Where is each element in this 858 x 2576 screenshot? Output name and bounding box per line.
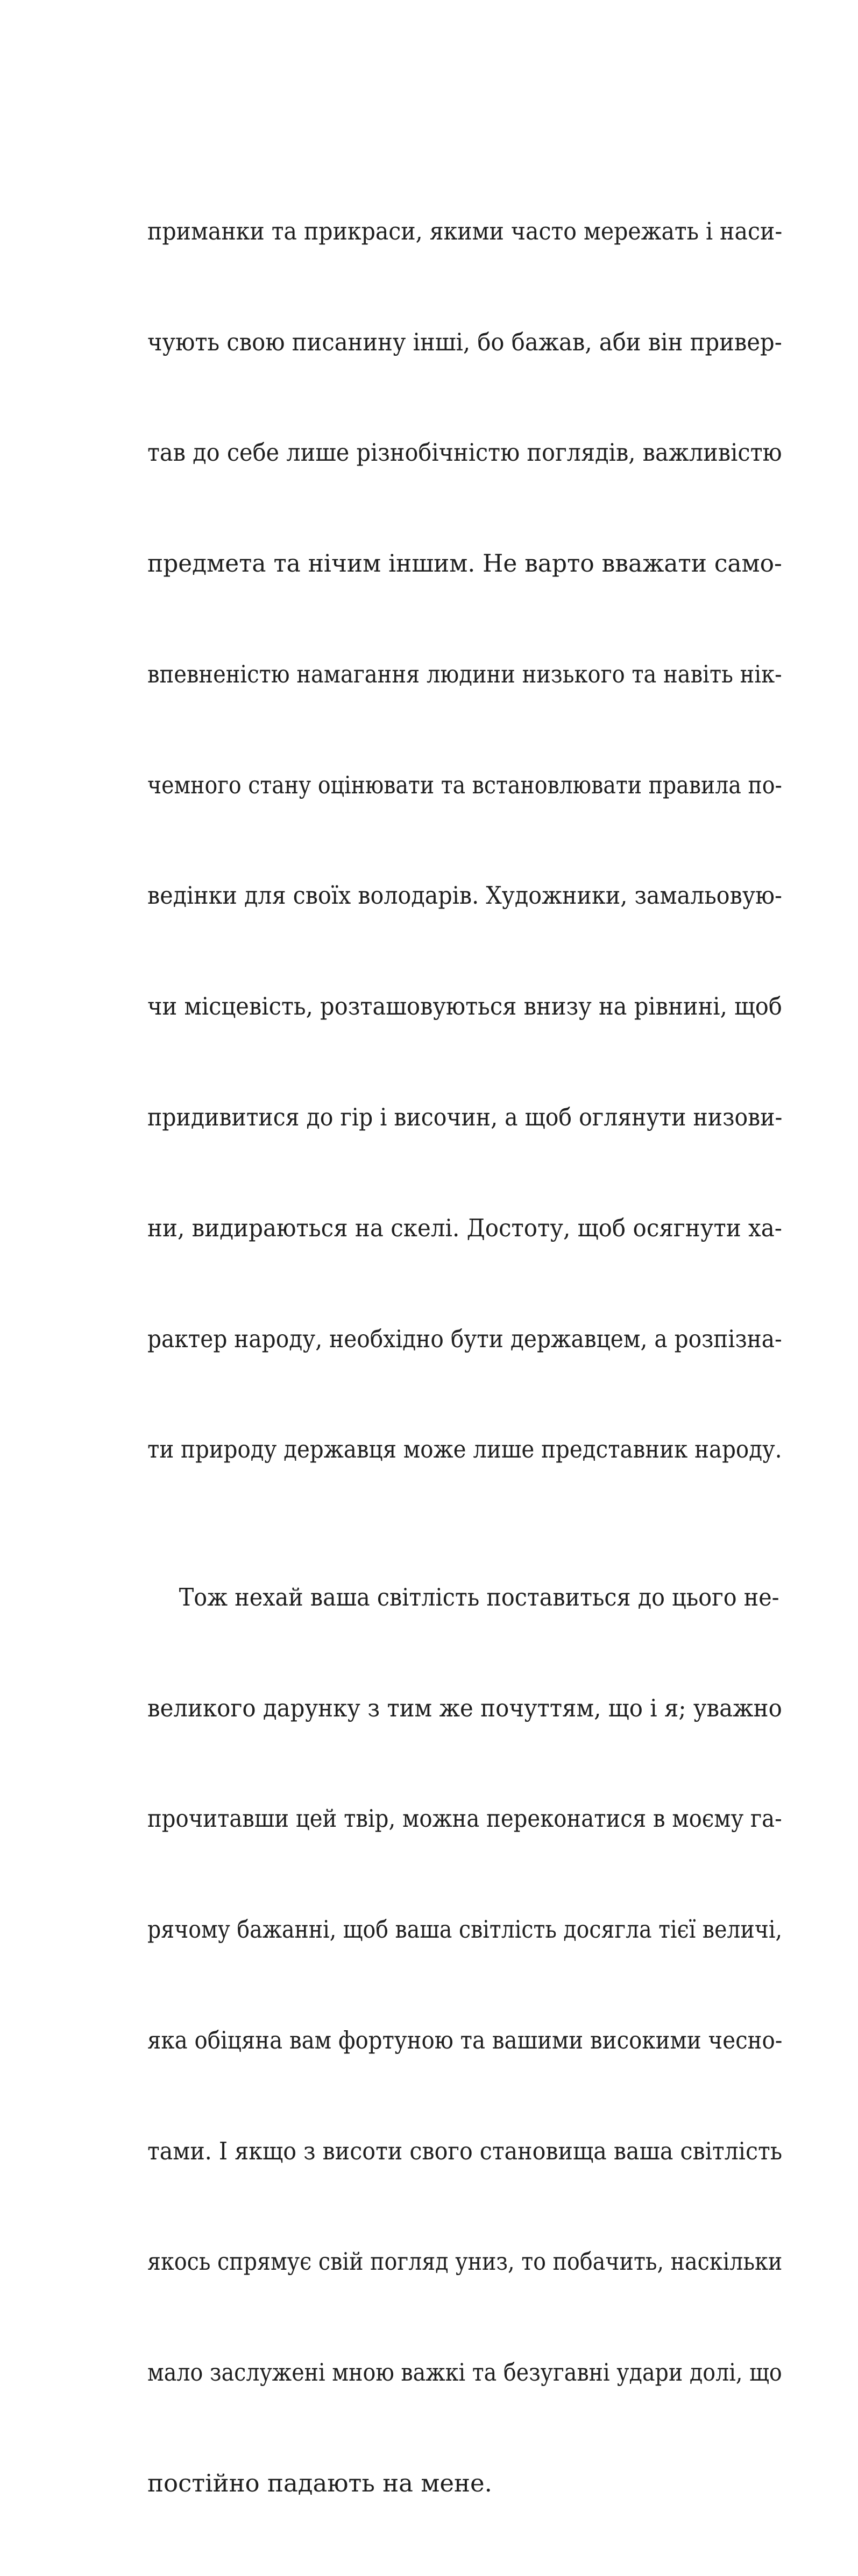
text-line: ни, видираються на скелі. Достоту, щоб осягнути ха- — [147, 1213, 782, 1242]
text-line: великого дарунку з тим же почуттям, що і я; уважно — [147, 1693, 782, 1722]
text-line: предмета та нічим іншим. Не варто вважати само- — [147, 549, 782, 578]
text-line: ведінки для своїх володарів. Художники, замальовую- — [147, 881, 782, 910]
text-line: чи місцевість, розташовуються внизу на рівнині, щоб — [147, 992, 782, 1021]
text-line: рактер народу, необхідно бути державцем, а розпізна- — [147, 1324, 782, 1353]
text-line: рячому бажанні, щоб ваша світлість досягла тієї величі, — [147, 1915, 783, 1944]
text-line: прочитавши цей твір, можна переконатися в моєму га- — [147, 1804, 782, 1833]
text-line: тав до себе лише різнобічністю поглядів, важливістю — [147, 438, 782, 467]
paragraph-first-line: Тож нехай ваша світлість поставиться до цього не- — [179, 1582, 779, 1611]
text-line: ти природу державця може лише представник народу. — [147, 1435, 782, 1464]
body-text — [147, 102, 782, 2576]
text-line: придивитися до гір і височин, а щоб оглянути низови- — [147, 1103, 783, 1132]
text-line: постійно падають на мене. — [147, 2469, 492, 2497]
text-line: чують свою писанину інші, бо бажав, аби він привер- — [147, 327, 782, 356]
text-line: тами. І якщо з висоти свого становища ваша світлість — [147, 2136, 783, 2165]
text-line: яка обіцяна вам фортуною та вашими високими чесно- — [147, 2025, 783, 2054]
text-line: мало заслужені мною важкі та безугавні удари долі, що — [147, 2358, 782, 2387]
text-line: якось спрямує свій погляд униз, то побачить, наскільки — [147, 2247, 783, 2276]
text-line: приманки та прикраси, якими часто мережать і наси- — [147, 216, 783, 245]
text-line: чемного стану оцінювати та встановлювати правила по- — [147, 770, 782, 799]
text-line: впевненістю намагання людини низького та навіть нік- — [147, 659, 782, 688]
